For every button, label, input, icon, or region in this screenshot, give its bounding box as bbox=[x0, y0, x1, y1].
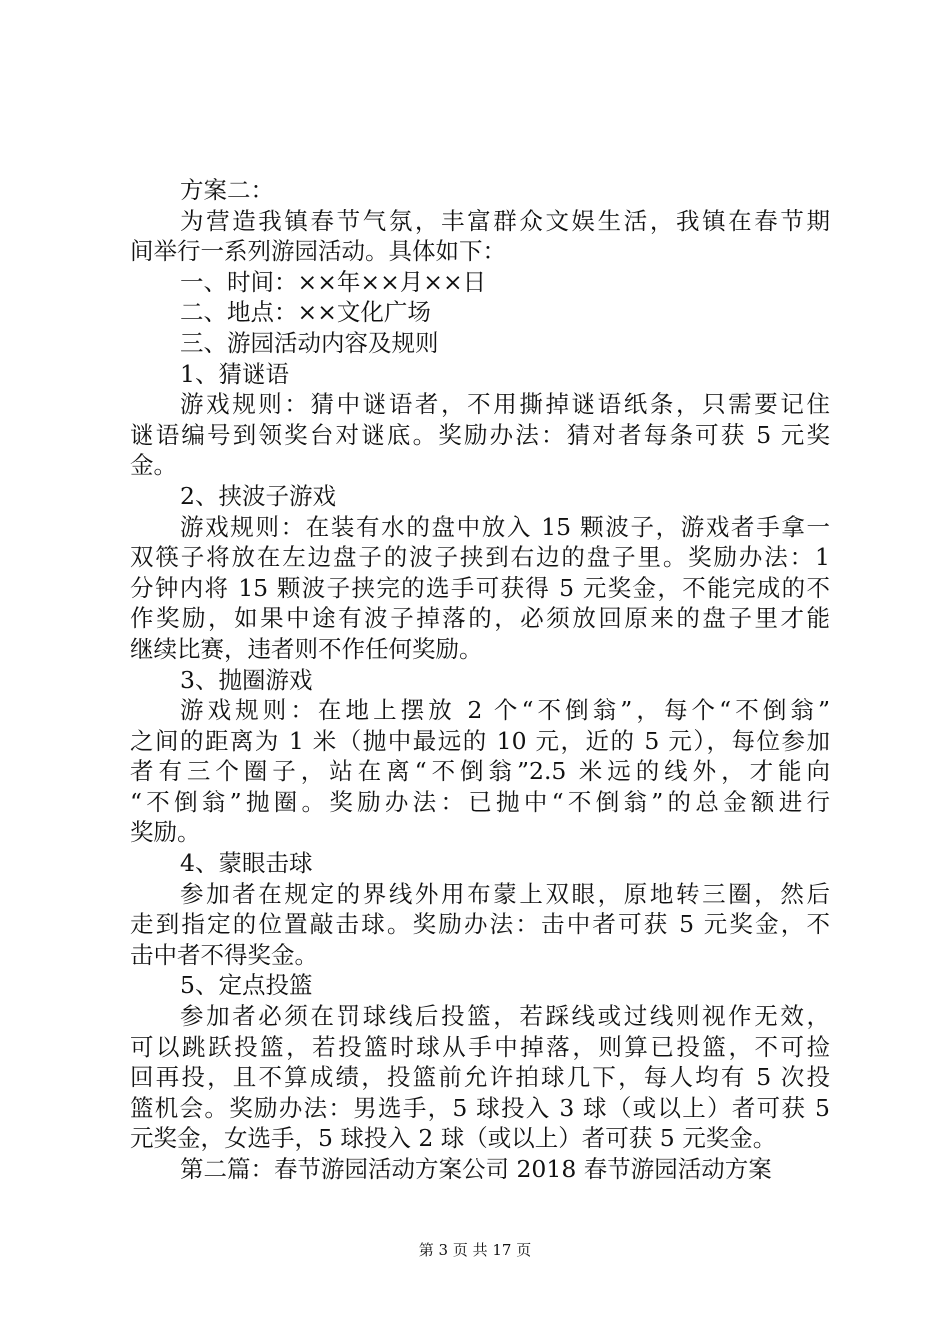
text-line: 游戏规则：猜中谜语者，不用撕掉谜语纸条，只需要记住 bbox=[180, 390, 830, 419]
document-body bbox=[130, 175, 830, 1185]
text-line: 1、猜谜语 bbox=[180, 359, 289, 388]
text-line: 金。 bbox=[130, 451, 177, 480]
text-line: 一、时间：××年××月××日 bbox=[180, 267, 487, 296]
text-line: 4、蒙眼击球 bbox=[180, 849, 313, 878]
text-line: 第二篇：春节游园活动方案公司 2018 春节游园活动方案 bbox=[180, 1155, 772, 1183]
text-line: 谜语编号到领奖台对谜底。奖励办法：猜对者每条可获 5 元奖 bbox=[130, 420, 830, 449]
text-line: 继续比赛，违者则不作任何奖励。 bbox=[130, 634, 483, 663]
text-line: 3、抛圈游戏 bbox=[180, 665, 313, 694]
text-line: 之间的距离为 1 米（抛中最远的 10 元，近的 5 元），每位参加 bbox=[130, 726, 830, 755]
text-line: 者有三个圈子，站在离“不倒翁”2.5 米远的线外，才能向 bbox=[130, 757, 830, 786]
text-line: 奖励。 bbox=[130, 818, 201, 847]
text-line: 可以跳跃投篮，若投篮时球从手中掉落，则算已投篮，不可捡 bbox=[130, 1032, 830, 1061]
text-line: 为营造我镇春节气氛，丰富群众文娱生活，我镇在春节期 bbox=[180, 206, 830, 235]
page-footer bbox=[0, 1240, 950, 1260]
text-line: 参加者在规定的界线外用布蒙上双眼，原地转三圈，然后 bbox=[180, 879, 830, 908]
text-line: 分钟内将 15 颗波子挟完的选手可获得 5 元奖金，不能完成的不 bbox=[130, 573, 830, 602]
text-line: 间举行一系列游园活动。具体如下： bbox=[130, 237, 506, 266]
text-line: 击中者不得奖金。 bbox=[130, 940, 318, 969]
text-line: 作奖励，如果中途有波子掉落的，必须放回原来的盘子里才能 bbox=[130, 604, 830, 633]
page-number: 第 3 页 共 17 页 bbox=[418, 1241, 532, 1259]
text-line: 双筷子将放在左边盘子的波子挟到右边的盘子里。奖励办法：1 bbox=[130, 543, 830, 572]
text-line: 游戏规则：在装有水的盘中放入 15 颗波子，游戏者手拿一 bbox=[180, 512, 830, 541]
text-line: “不倒翁”抛圈。奖励办法：已抛中“不倒翁”的总金额进行 bbox=[130, 787, 830, 816]
text-line: 方案二： bbox=[180, 176, 274, 204]
text-line: 走到指定的位置敲击球。奖励办法：击中者可获 5 元奖金，不 bbox=[130, 910, 830, 939]
text-line: 元奖金，女选手，5 球投入 2 球（或以上）者可获 5 元奖金。 bbox=[130, 1124, 777, 1153]
text-line: 篮机会。奖励办法：男选手，5 球投入 3 球（或以上）者可获 5 bbox=[130, 1093, 830, 1122]
text-line: 回再投，且不算成绩，投篮前允许拍球几下，每人均有 5 次投 bbox=[130, 1063, 830, 1092]
text-line: 2、挟波子游戏 bbox=[180, 481, 336, 510]
text-line: 游戏规则：在地上摆放 2 个“不倒翁”，每个“不倒翁” bbox=[180, 696, 830, 725]
text-line: 三、游园活动内容及规则 bbox=[180, 328, 439, 357]
text-line: 二、地点：××文化广场 bbox=[180, 298, 431, 327]
text-line: 参加者必须在罚球线后投篮，若踩线或过线则视作无效， bbox=[180, 1002, 830, 1031]
text-line: 5、定点投篮 bbox=[180, 971, 313, 1000]
